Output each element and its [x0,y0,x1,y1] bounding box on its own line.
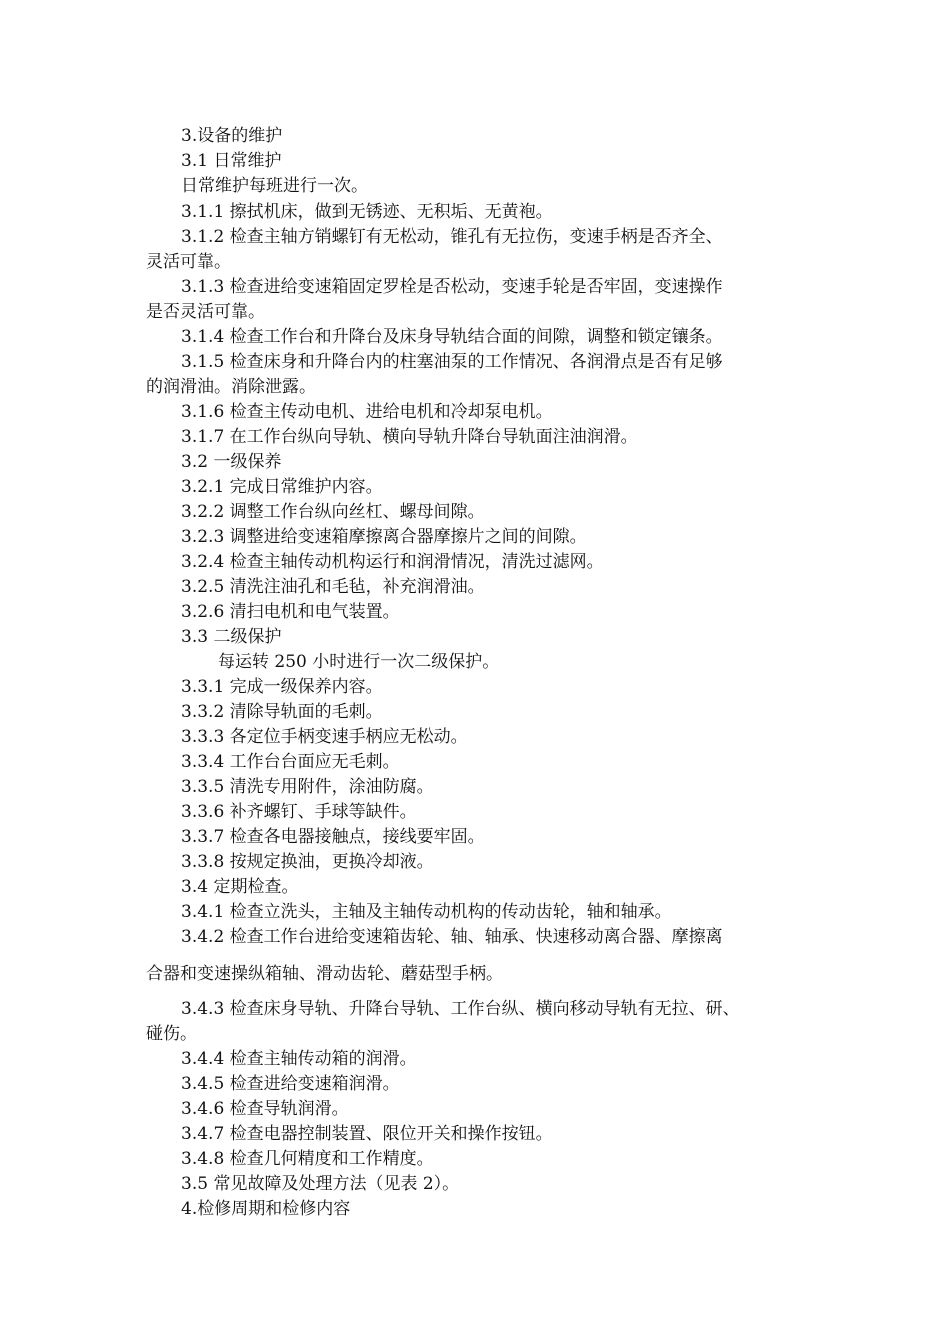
list-item: 3.2.6 清扫电机和电气装置。 [181,602,400,622]
list-item: 3.3.3 各定位手柄变速手柄应无松动。 [181,727,468,747]
list-item: 3.2.3 调整进给变速箱摩擦离合器摩擦片之间的间隙。 [181,527,587,547]
list-item: 3.3.1 完成一级保养内容。 [181,677,383,697]
section-heading: 3.设备的维护 [181,126,283,146]
list-item-continuation: 合器和变速操纵箱轴、滑动齿轮、蘑菇型手柄。 [146,964,503,984]
list-item: 3.1.2 检查主轴方销螺钉有无松动，锥孔有无拉伤，变速手柄是否齐全、 [181,227,723,247]
subsection-heading: 3.3 二级保护 [181,627,282,647]
list-item: 3.4.8 检查几何精度和工作精度。 [181,1149,434,1169]
subsection-heading: 3.4 定期检查。 [181,877,299,897]
list-item-continuation: 灵活可靠。 [146,252,231,272]
list-item: 3.2.2 调整工作台纵向丝杠、螺母间隙。 [181,502,485,522]
list-item: 3.4.2 检查工作台进给变速箱齿轮、轴、轴承、快速移动离合器、摩擦离 [181,927,723,947]
list-item: 3.2.1 完成日常维护内容。 [181,477,383,497]
list-item: 3.1.6 检查主传动电机、进给电机和冷却泵电机。 [181,402,553,422]
list-item: 3.2.4 检查主轴传动机构运行和润滑情况，清洗过滤网。 [181,552,604,572]
subsection-heading: 3.2 一级保养 [181,452,282,472]
list-item-continuation: 的润滑油。消除泄露。 [146,377,316,397]
subsection-heading: 3.1 日常维护 [181,151,282,171]
list-item-continuation: 是否灵活可靠。 [146,302,265,322]
list-item: 3.3.2 清除导轨面的毛刺。 [181,702,383,722]
paragraph-line: 日常维护每班进行一次。 [181,176,368,196]
list-item: 3.1.5 检查床身和升降台内的柱塞油泵的工作情况、各润滑点是否有足够 [181,352,723,372]
list-item: 3.1.4 检查工作台和升降台及床身导轨结合面的间隙，调整和锁定镶条。 [181,327,723,347]
list-item: 3.3.5 清洗专用附件，涂油防腐。 [181,777,434,797]
paragraph-line: 每运转 250 小时进行一次二级保护。 [218,652,500,672]
list-item: 3.3.8 按规定换油，更换冷却液。 [181,852,434,872]
list-item: 3.4.1 检查立洗头，主轴及主轴传动机构的传动齿轮，轴和轴承。 [181,902,672,922]
list-item: 3.4.3 检查床身导轨、升降台导轨、工作台纵、横向移动导轨有无拉、研、 [181,999,740,1019]
list-item: 3.3.4 工作台台面应无毛刺。 [181,752,400,772]
list-item-continuation: 碰伤。 [146,1024,197,1044]
list-item: 3.3.7 检查各电器接触点，接线要牢固。 [181,827,485,847]
list-item: 3.4.7 检查电器控制装置、限位开关和操作按钮。 [181,1124,553,1144]
list-item: 3.1.7 在工作台纵向导轨、横向导轨升降台导轨面注油润滑。 [181,427,638,447]
list-item: 3.1.1 擦拭机床，做到无锈迹、无积垢、无黄袍。 [181,202,553,222]
list-item: 3.1.3 检查进给变速箱固定罗栓是否松动，变速手轮是否牢固，变速操作 [181,277,723,297]
list-item: 3.4.5 检查进给变速箱润滑。 [181,1074,400,1094]
list-item: 3.2.5 清洗注油孔和毛毡，补充润滑油。 [181,577,485,597]
list-item: 3.4.6 检查导轨润滑。 [181,1099,349,1119]
list-item: 3.4.4 检查主轴传动箱的润滑。 [181,1049,417,1069]
section-heading: 4.检修周期和检修内容 [181,1199,351,1219]
list-item: 3.5 常见故障及处理方法（见表 2）。 [181,1174,460,1194]
list-item: 3.3.6 补齐螺钉、手球等缺件。 [181,802,417,822]
